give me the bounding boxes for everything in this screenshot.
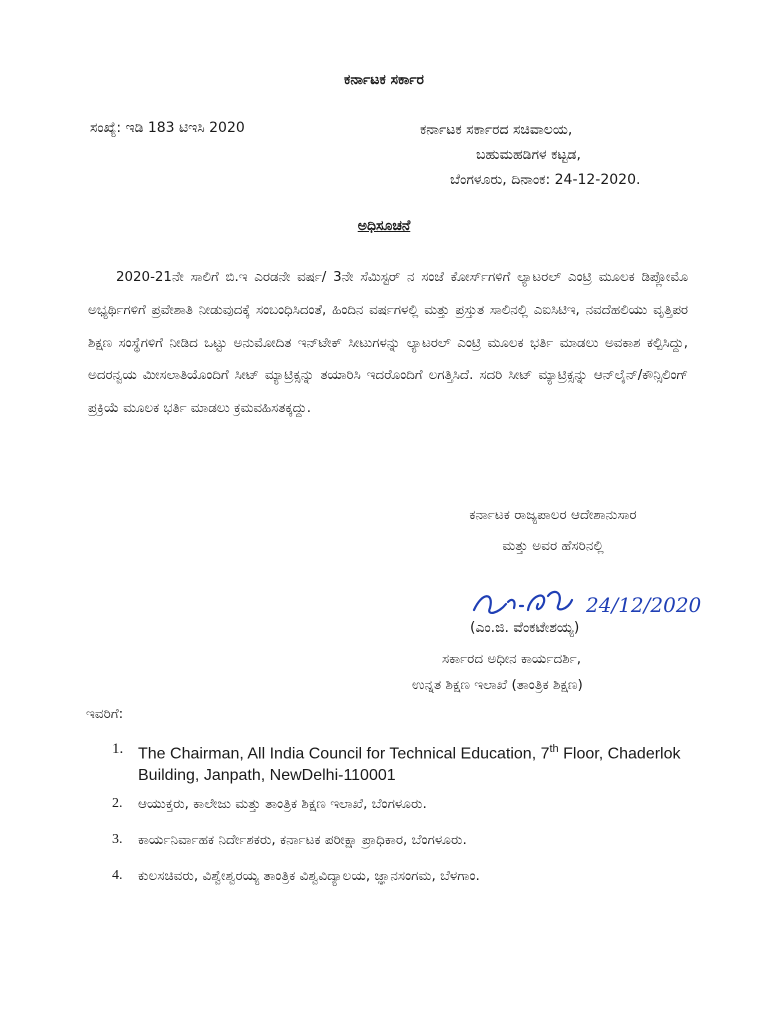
list-item-number: 2. [112,796,123,812]
address-line-1: ಕರ್ನಾಟಕ ಸರ್ಕಾರದ ಸಚಿವಾಲಯ, [420,122,573,138]
signatory-name: (ಎಂ.ಜಿ. ವೆಂಕಟೇಶಯ್ಯ) [470,620,580,636]
governor-order [418,500,688,562]
list-item-number: 1. [112,741,124,757]
designation-line-1: ಸರ್ಕಾರದ ಅಧೀನ ಕಾರ್ಯದರ್ಶಿ, [442,651,582,667]
notification-title: ಅಧಿಸೂಚನೆ [357,218,411,234]
list-item [112,829,732,851]
notification-title-wrap [0,218,768,234]
list-item-number: 4. [112,868,123,884]
reference-number: ಸಂಖ್ಯೆ: ಇಡಿ 183 ಟಿಇಸಿ 2020 [90,120,245,136]
recipients-list [112,738,732,901]
list-item-text: ಕಾರ್ಯನಿರ್ವಾಹಕ ನಿರ್ದೇಶಕರು, ಕರ್ನಾಟಕ ಪರೀಕ್ಷಾ ಪ್ರಾಧಿಕಾರ, ಬೆಂಗಳೂರು. [138,832,467,849]
signatory-designation [412,646,583,698]
designation-line-2: ಉನ್ನತ ಶಿಕ್ಷಣ ಇಲಾಖೆ (ತಾಂತ್ರಿಕ ಶಿಕ್ಷಣ) [412,677,583,693]
signature [468,582,718,624]
list-item [112,865,732,887]
list-item-superscript: th [549,743,559,755]
list-item [112,793,732,815]
notification-body: 2020-21ನೇ ಸಾಲಿಗೆ ಬಿ.ಇ ಎರಡನೇ ವರ್ಷ/ 3ನೇ ಸೆಮಿಸ್ಟರ್ ನ ಸಂಜೆ ಕೋರ್ಸ್‌ಗಳಿಗೆ ಲ್ಯಾಟರಲ್ ಎಂಟ್ರಿ ಮೂಲಕ ಡಿಪ್ಲೋಮೊ ಅಭ್ಯರ್ಥಿಗಳಿಗೆ ಪ್ರವೇಶಾತಿ ನೀಡುವುದಕ್ಕೆ ಸಂಬಂಧಿಸಿದಂತೆ, ಹಿಂದಿನ ವರ್ಷಗಳಲ್ಲಿ ಮತ್ತು ಪ್ರಸ್ತುತ ಸಾಲಿನಲ್ಲಿ ಎಐಸಿಟಿಇ, ನವದೆಹಲಿಯು ವೃತ್ತಿಪರ ಶಿಕ್ಷಣ ಸಂಸ್ಥೆಗಳಿಗೆ ನೀಡಿದ ಒಟ್ಟು ಅನುಮೋದಿತ ಇನ್‌ಟೇಕ್ ಸೀಟುಗಳನ್ನು ಲ್ಯಾಟರಲ್ ಎಂಟ್ರಿ ಮೂಲಕ ಭರ್ತಿ ಮಾಡಲು ಅವಕಾಶ ಕಲ್ಪಿಸಿದ್ದು, ಅದರನ್ವಯ ಮೀಸಲಾತಿಯೊಂದಿಗೆ ಸೀಟ್ ಮ್ಯಾಟ್ರಿಕ್ಸನ್ನು ತಯಾರಿಸಿ ಇದರೊಂದಿಗೆ ಲಗತ್ತಿಸಿದೆ. ಸದರಿ ಸೀಟ್ ಮ್ಯಾಟ್ರಿಕ್ಸನ್ನು ಆನ್‌ಲೈನ್/ಕೌನ್ಸಿಲಿಂಗ್ ಪ್ರಕ್ರಿಯೆ ಮೂಲಕ ಭರ್ತಿ ಮಾಡಲು ಕ್ರಮವಹಿಸತಕ್ಕದ್ದು. [88,270,688,417]
list-item-text-continued: Floor, Chaderlok Building, Janpath, NewDelhi-110001 [138,745,681,785]
list-item-number: 3. [112,832,123,848]
recipients-heading: ಇವರಿಗೆ: [86,706,124,722]
signature-date: 24/12/2020 [586,593,702,617]
list-item-text: The Chairman, All India Council for Technical Education, 7 [138,745,550,763]
address-line-2: ಬಹುಮಹಡಿಗಳ ಕಟ್ಟಡ, [476,147,581,163]
address-date-line: ಬೆಂಗಳೂರು, ದಿನಾಂಕ: 24-12-2020. [450,172,641,188]
list-item-text: ಕುಲಸಚಿವರು, ವಿಶ್ವೇಶ್ವರಯ್ಯ ತಾಂತ್ರಿಕ ವಿಶ್ವವಿದ್ಯಾಲಯ, ಜ್ಞಾನಸಂಗಮ, ಬೆಳಗಾಂ. [138,868,480,885]
order-line-2: ಮತ್ತು ಅವರ ಹೆಸರಿನಲ್ಲಿ [502,538,604,554]
signature-scrawl [474,592,572,613]
list-item [112,738,732,787]
government-heading: ಕರ್ನಾಟಕ ಸರ್ಕಾರ [344,72,424,88]
order-line-1: ಕರ್ನಾಟಕ ರಾಜ್ಯಪಾಲರ ಆದೇಶಾನುಸಾರ [469,507,637,523]
list-item-text: ಆಯುಕ್ತರು, ಕಾಲೇಜು ಮತ್ತು ತಾಂತ್ರಿಕ ಶಿಕ್ಷಣ ಇಲಾಖೆ, ಬೆಂಗಳೂರು. [138,796,427,813]
office-address [420,118,640,193]
